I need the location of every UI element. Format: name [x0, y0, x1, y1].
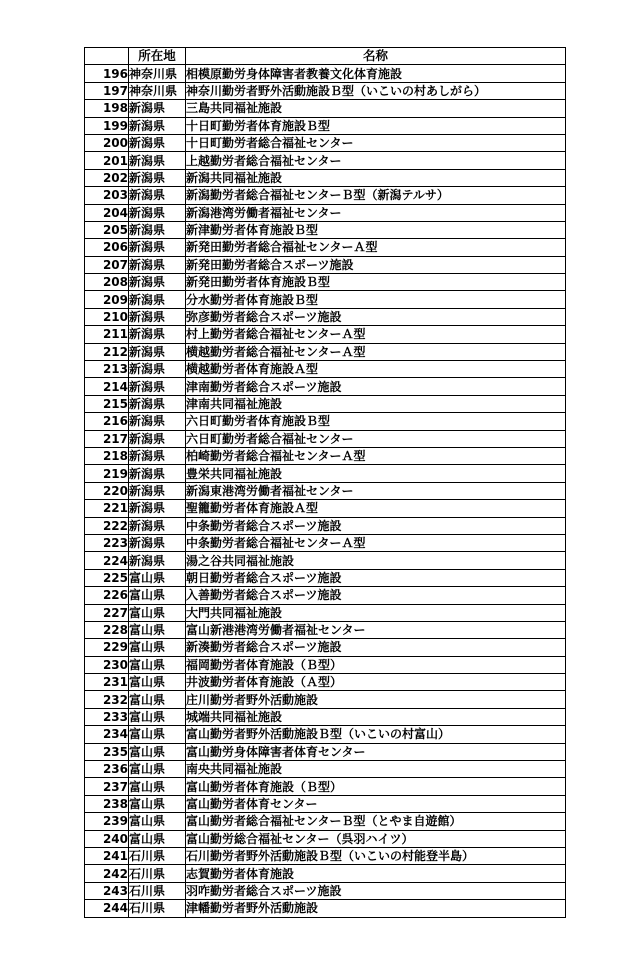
row-facility-name: 新発田勤労者体育施設Ｂ型 [186, 274, 566, 291]
row-facility-name: 富山新港港湾労働者福祉センター [186, 621, 566, 638]
row-location: 富山県 [129, 691, 186, 708]
table-row [85, 500, 566, 517]
table-row [85, 100, 566, 117]
table-row [85, 378, 566, 395]
row-number: 229 [85, 639, 129, 656]
table-row [85, 882, 566, 899]
row-location: 新潟県 [129, 204, 186, 221]
row-facility-name: 中条勤労者総合スポーツ施設 [186, 517, 566, 534]
table-row [85, 134, 566, 151]
row-location: 新潟県 [129, 447, 186, 464]
table-row [85, 674, 566, 691]
row-location: 富山県 [129, 604, 186, 621]
row-location: 新潟県 [129, 482, 186, 499]
table-row [85, 482, 566, 499]
row-facility-name: 上越勤労者総合福祉センター [186, 152, 566, 169]
table-row [85, 204, 566, 221]
row-number: 244 [85, 900, 129, 917]
row-location: 石川県 [129, 847, 186, 864]
row-location: 新潟県 [129, 534, 186, 551]
row-facility-name: 豊栄共同福祉施設 [186, 465, 566, 482]
table-row [85, 82, 566, 99]
table-row [85, 308, 566, 325]
row-facility-name: 富山勤労者野外活動施設Ｂ型（いこいの村富山） [186, 726, 566, 743]
row-number: 206 [85, 239, 129, 256]
row-facility-name: 入善勤労者総合スポーツ施設 [186, 587, 566, 604]
row-number: 236 [85, 761, 129, 778]
row-number: 228 [85, 621, 129, 638]
row-facility-name: 六日町勤労者総合福祉センター [186, 430, 566, 447]
row-facility-name: 湯之谷共同福祉施設 [186, 552, 566, 569]
table-row [85, 65, 566, 82]
row-number: 234 [85, 726, 129, 743]
row-facility-name: 横越勤労者総合福祉センターＡ型 [186, 343, 566, 360]
row-number: 196 [85, 65, 129, 82]
row-location: 新潟県 [129, 221, 186, 238]
table-row [85, 361, 566, 378]
table-row [85, 656, 566, 673]
row-facility-name: 新潟東港湾労働者福祉センター [186, 482, 566, 499]
row-location: 新潟県 [129, 100, 186, 117]
header-location: 所在地 [129, 48, 186, 65]
table-row [85, 395, 566, 412]
row-facility-name: 朝日勤労者総合スポーツ施設 [186, 569, 566, 586]
row-facility-name: 津南勤労者総合スポーツ施設 [186, 378, 566, 395]
table-row [85, 639, 566, 656]
table-row [85, 743, 566, 760]
row-number: 220 [85, 482, 129, 499]
row-location: 新潟県 [129, 152, 186, 169]
row-location: 富山県 [129, 813, 186, 830]
row-facility-name: 津南共同福祉施設 [186, 395, 566, 412]
row-number: 209 [85, 291, 129, 308]
table-row [85, 413, 566, 430]
row-facility-name: 羽咋勤労者総合スポーツ施設 [186, 882, 566, 899]
row-facility-name: 十日町勤労者総合福祉センター [186, 134, 566, 151]
row-location: 富山県 [129, 795, 186, 812]
table-row [85, 900, 566, 917]
table-row [85, 430, 566, 447]
row-location: 新潟県 [129, 169, 186, 186]
table-row [85, 152, 566, 169]
table-row [85, 813, 566, 830]
row-number: 242 [85, 865, 129, 882]
row-number: 199 [85, 117, 129, 134]
row-number: 205 [85, 221, 129, 238]
table-row [85, 326, 566, 343]
row-number: 222 [85, 517, 129, 534]
row-number: 216 [85, 413, 129, 430]
row-facility-name: 新発田勤労者総合福祉センターＡ型 [186, 239, 566, 256]
row-number: 240 [85, 830, 129, 847]
table-row [85, 256, 566, 273]
row-number: 238 [85, 795, 129, 812]
row-number: 215 [85, 395, 129, 412]
row-location: 富山県 [129, 674, 186, 691]
row-number: 203 [85, 187, 129, 204]
row-location: 富山県 [129, 830, 186, 847]
row-facility-name: 石川勤労者野外活動施設Ｂ型（いこいの村能登半島） [186, 847, 566, 864]
row-facility-name: 志賀勤労者体育施設 [186, 865, 566, 882]
row-location: 新潟県 [129, 134, 186, 151]
table-row [85, 343, 566, 360]
table-row [85, 778, 566, 795]
row-facility-name: 三島共同福祉施設 [186, 100, 566, 117]
row-location: 新潟県 [129, 187, 186, 204]
row-facility-name: 富山勤労者体育施設（Ｂ型） [186, 778, 566, 795]
row-location: 富山県 [129, 569, 186, 586]
row-facility-name: 城端共同福祉施設 [186, 708, 566, 725]
row-location: 富山県 [129, 761, 186, 778]
row-number: 221 [85, 500, 129, 517]
row-location: 富山県 [129, 743, 186, 760]
row-number: 204 [85, 204, 129, 221]
table-row [85, 534, 566, 551]
row-location: 富山県 [129, 726, 186, 743]
row-facility-name: 中条勤労者総合福祉センターＡ型 [186, 534, 566, 551]
row-number: 224 [85, 552, 129, 569]
row-location: 新潟県 [129, 361, 186, 378]
row-facility-name: 柏崎勤労者総合福祉センターＡ型 [186, 447, 566, 464]
header-row [85, 48, 566, 65]
table-row [85, 552, 566, 569]
table-row [85, 865, 566, 882]
row-facility-name: 富山勤労総合福祉センター（呉羽ハイツ） [186, 830, 566, 847]
row-number: 231 [85, 674, 129, 691]
row-number: 243 [85, 882, 129, 899]
row-location: 新潟県 [129, 256, 186, 273]
row-number: 202 [85, 169, 129, 186]
row-facility-name: 大門共同福祉施設 [186, 604, 566, 621]
row-location: 新潟県 [129, 517, 186, 534]
table-row [85, 187, 566, 204]
table-row [85, 691, 566, 708]
row-facility-name: 分水勤労者体育施設Ｂ型 [186, 291, 566, 308]
row-location: 新潟県 [129, 430, 186, 447]
table-row [85, 726, 566, 743]
row-number: 237 [85, 778, 129, 795]
row-number: 208 [85, 274, 129, 291]
facility-table [84, 47, 566, 918]
table-row [85, 447, 566, 464]
row-number: 218 [85, 447, 129, 464]
row-location: 富山県 [129, 656, 186, 673]
row-number: 200 [85, 134, 129, 151]
row-number: 212 [85, 343, 129, 360]
row-number: 197 [85, 82, 129, 99]
row-location: 神奈川県 [129, 82, 186, 99]
table-row [85, 621, 566, 638]
row-number: 239 [85, 813, 129, 830]
row-number: 235 [85, 743, 129, 760]
row-facility-name: 井波勤労者体育施設（Ａ型） [186, 674, 566, 691]
table-row [85, 239, 566, 256]
row-facility-name: 津幡勤労者野外活動施設 [186, 900, 566, 917]
row-facility-name: 新湊勤労者総合スポーツ施設 [186, 639, 566, 656]
row-location: 新潟県 [129, 413, 186, 430]
header-name: 名称 [186, 48, 566, 65]
table-row [85, 830, 566, 847]
row-number: 210 [85, 308, 129, 325]
row-facility-name: 神奈川勤労者野外活動施設Ｂ型（いこいの村あしがら） [186, 82, 566, 99]
row-number: 223 [85, 534, 129, 551]
row-location: 新潟県 [129, 378, 186, 395]
row-location: 新潟県 [129, 343, 186, 360]
row-facility-name: 富山勤労身体障害者体育センター [186, 743, 566, 760]
table-row [85, 604, 566, 621]
row-location: 石川県 [129, 900, 186, 917]
row-number: 213 [85, 361, 129, 378]
row-location: 新潟県 [129, 552, 186, 569]
row-location: 富山県 [129, 587, 186, 604]
row-facility-name: 相模原勤労身体障害者教養文化体育施設 [186, 65, 566, 82]
row-facility-name: 六日町勤労者体育施設Ｂ型 [186, 413, 566, 430]
row-facility-name: 弥彦勤労者総合スポーツ施設 [186, 308, 566, 325]
row-location: 神奈川県 [129, 65, 186, 82]
row-facility-name: 新潟共同福祉施設 [186, 169, 566, 186]
table-row [85, 465, 566, 482]
row-location: 新潟県 [129, 308, 186, 325]
row-number: 214 [85, 378, 129, 395]
table-row [85, 761, 566, 778]
row-location: 新潟県 [129, 465, 186, 482]
table-row [85, 795, 566, 812]
row-location: 石川県 [129, 865, 186, 882]
row-facility-name: 十日町勤労者体育施設Ｂ型 [186, 117, 566, 134]
table-body [85, 65, 566, 917]
row-number: 226 [85, 587, 129, 604]
table-row [85, 587, 566, 604]
table-row [85, 291, 566, 308]
row-location: 新潟県 [129, 326, 186, 343]
row-facility-name: 福岡勤労者体育施設（Ｂ型） [186, 656, 566, 673]
table-row [85, 117, 566, 134]
row-number: 219 [85, 465, 129, 482]
row-location: 新潟県 [129, 274, 186, 291]
row-location: 新潟県 [129, 395, 186, 412]
row-number: 227 [85, 604, 129, 621]
row-location: 富山県 [129, 621, 186, 638]
row-facility-name: 新潟勤労者総合福祉センターＢ型（新潟テルサ） [186, 187, 566, 204]
row-facility-name: 村上勤労者総合福祉センターＡ型 [186, 326, 566, 343]
row-facility-name: 新津勤労者体育施設Ｂ型 [186, 221, 566, 238]
header-number [85, 48, 129, 65]
row-facility-name: 南央共同福祉施設 [186, 761, 566, 778]
table-row [85, 708, 566, 725]
table-row [85, 221, 566, 238]
row-facility-name: 富山勤労者総合福祉センターＢ型（とやま自遊館） [186, 813, 566, 830]
row-number: 232 [85, 691, 129, 708]
row-location: 新潟県 [129, 291, 186, 308]
row-facility-name: 新潟港湾労働者福祉センター [186, 204, 566, 221]
row-facility-name: 庄川勤労者野外活動施設 [186, 691, 566, 708]
row-number: 201 [85, 152, 129, 169]
row-location: 富山県 [129, 778, 186, 795]
table-row [85, 847, 566, 864]
row-facility-name: 新発田勤労者総合スポーツ施設 [186, 256, 566, 273]
row-number: 207 [85, 256, 129, 273]
row-location: 石川県 [129, 882, 186, 899]
row-number: 233 [85, 708, 129, 725]
row-facility-name: 富山勤労者体育センター [186, 795, 566, 812]
row-location: 富山県 [129, 639, 186, 656]
table-row [85, 569, 566, 586]
table-row [85, 169, 566, 186]
row-facility-name: 聖籠勤労者体育施設Ａ型 [186, 500, 566, 517]
row-number: 211 [85, 326, 129, 343]
row-number: 217 [85, 430, 129, 447]
table-row [85, 274, 566, 291]
row-number: 198 [85, 100, 129, 117]
row-number: 230 [85, 656, 129, 673]
row-location: 新潟県 [129, 117, 186, 134]
row-facility-name: 横越勤労者体育施設Ａ型 [186, 361, 566, 378]
row-number: 225 [85, 569, 129, 586]
row-number: 241 [85, 847, 129, 864]
row-location: 新潟県 [129, 239, 186, 256]
row-location: 新潟県 [129, 500, 186, 517]
row-location: 富山県 [129, 708, 186, 725]
table-row [85, 517, 566, 534]
